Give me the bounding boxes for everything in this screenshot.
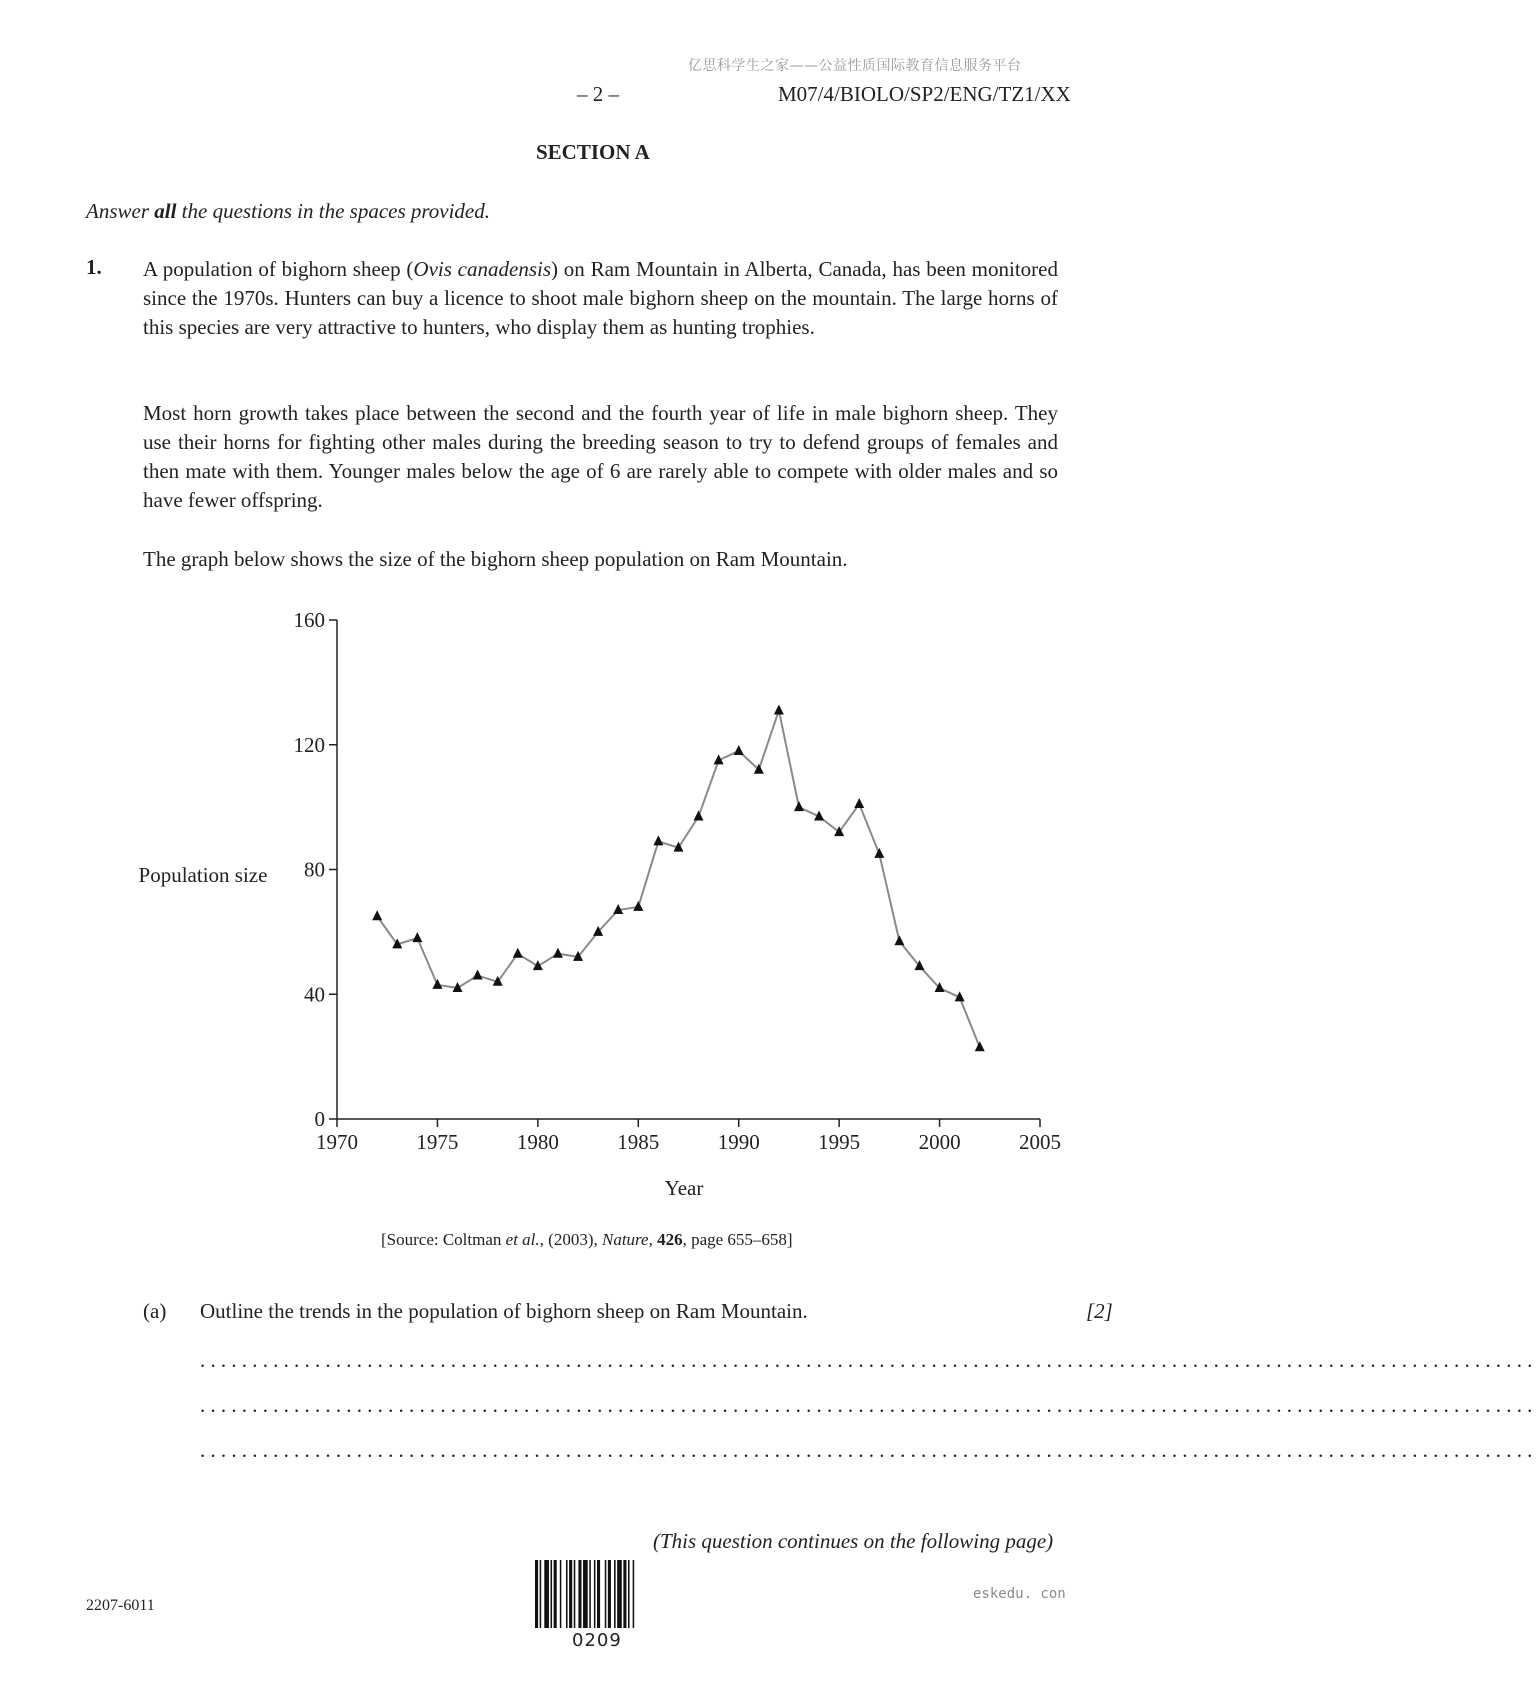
answer-line-2[interactable]: ................................................................................................................................	[200, 1393, 1538, 1417]
source-pre: [Source: Coltman	[381, 1230, 506, 1249]
barcode-bar	[623, 1560, 626, 1628]
part-a-label: (a)	[143, 1299, 167, 1323]
p1-text-b: ) on Ram Mountain in Alberta, Canada, has been monitored since the 1970s. Hunters can buy a licence to shoot male bighorn sheep on the mountain. The large horns of this species are very attractive to hunters, who display them as hunting trophies.	[143, 257, 1058, 339]
chart-axes	[337, 620, 1040, 1119]
data-point-triangle	[372, 910, 382, 920]
source-sep: ,	[648, 1230, 658, 1249]
section-title: SECTION A	[536, 140, 650, 164]
continues-note: (This question continues on the following page)	[653, 1529, 1054, 1553]
barcode-bar	[583, 1560, 588, 1628]
data-point-triangle	[854, 798, 864, 808]
x-tick-label: 1985	[617, 1130, 660, 1154]
data-point-triangle	[774, 704, 784, 714]
barcode-number: 0209	[572, 1630, 622, 1651]
barcode-bar	[608, 1560, 611, 1628]
barcode-bar	[589, 1560, 591, 1628]
y-tick-label: 40	[304, 982, 325, 1007]
data-point-triangle	[794, 801, 804, 811]
watermark-text: 亿思科学生之家——公益性质国际教育信息服务平台	[688, 58, 1022, 74]
barcode-bar	[578, 1560, 581, 1628]
barcode-bar	[628, 1560, 630, 1628]
barcode-bar	[614, 1560, 616, 1628]
data-point-triangle	[653, 835, 663, 845]
source-etal: et al.	[505, 1230, 540, 1249]
chart-source	[381, 1230, 793, 1250]
p1-text-a: A population of bighorn sheep (	[143, 257, 414, 281]
x-tick-label: 1980	[516, 1130, 559, 1154]
answer-line-1[interactable]: ................................................................................................................................	[200, 1348, 1538, 1372]
barcode-bar	[605, 1560, 607, 1628]
barcode-bar	[566, 1560, 568, 1628]
part-a-question: Outline the trends in the population of bighorn sheep on Ram Mountain.	[200, 1299, 808, 1323]
data-point-triangle	[894, 935, 904, 945]
instruction-bold: all	[154, 199, 177, 223]
x-axis-label: Year	[664, 1176, 704, 1200]
data-point-triangle	[874, 848, 884, 858]
source-volume: 426	[657, 1230, 683, 1249]
data-point-triangle	[734, 745, 744, 755]
x-tick-label: 1975	[416, 1130, 459, 1154]
y-tick-label: 120	[293, 732, 325, 757]
x-tick-label: 2005	[1019, 1130, 1061, 1154]
barcode-bar	[594, 1560, 596, 1628]
barcode-bar	[554, 1560, 557, 1628]
barcode-bar	[569, 1560, 572, 1628]
barcode-bar	[617, 1560, 622, 1628]
data-point-triangle	[473, 970, 483, 980]
question-paragraph-2: Most horn growth takes place between the second and the fourth year of life in male bighorn sheep. They use their horns for fighting other males during the breeding season to try to defend groups of females and then mate with them. Younger males below the age of 6 are rarely able to compete with older males and so have fewer offspring.	[143, 401, 1058, 512]
species-name: Ovis canadensis	[413, 257, 552, 281]
data-point-triangle	[513, 948, 523, 958]
barcode-bar	[574, 1560, 576, 1628]
data-point-triangle	[633, 901, 643, 911]
data-point-triangle	[975, 1041, 985, 1051]
page-number: – 2 –	[577, 82, 619, 106]
barcode-bar	[540, 1560, 542, 1628]
y-tick-label: 160	[293, 608, 325, 632]
data-point-triangle	[412, 932, 422, 942]
y-tick-label: 80	[304, 857, 325, 882]
instruction-post: the questions in the spaces provided.	[176, 199, 491, 223]
barcode-bar	[597, 1560, 600, 1628]
barcode-bar	[544, 1560, 549, 1628]
chart-ticks	[294, 608, 1062, 1154]
barcode-bar	[560, 1560, 562, 1628]
part-a-marks: [2]	[1086, 1299, 1113, 1323]
source-mid: , (2003),	[539, 1230, 602, 1249]
site-watermark: eskedu. con	[973, 1586, 1066, 1602]
barcode-bar	[551, 1560, 553, 1628]
x-tick-label: 2000	[918, 1130, 961, 1154]
y-axis-label: Population size	[138, 863, 268, 887]
barcode-bar	[535, 1560, 538, 1628]
barcode	[535, 1560, 667, 1628]
barcode-bar	[633, 1560, 635, 1628]
data-point-triangle	[432, 979, 442, 989]
series-line	[377, 710, 980, 1047]
chart-series	[372, 704, 985, 1051]
x-tick-label: 1970	[316, 1130, 358, 1154]
data-point-triangle	[553, 948, 563, 958]
instruction-pre: Answer	[86, 199, 155, 223]
y-tick-label: 0	[314, 1107, 325, 1131]
answer-line-3[interactable]: ................................................................................................................................	[200, 1438, 1538, 1462]
x-tick-label: 1990	[717, 1130, 760, 1154]
source-post: , page 655–658]	[682, 1230, 793, 1249]
data-point-triangle	[694, 810, 704, 820]
source-journal: Nature	[601, 1230, 649, 1249]
question-number: 1.	[86, 255, 102, 279]
paper-code: M07/4/BIOLO/SP2/ENG/TZ1/XX	[778, 82, 1071, 106]
paper-serial-code: 2207-6011	[86, 1597, 155, 1614]
x-tick-label: 1995	[818, 1130, 861, 1154]
question-paragraph-3: The graph below shows the size of the bighorn sheep population on Ram Mountain.	[143, 547, 848, 571]
